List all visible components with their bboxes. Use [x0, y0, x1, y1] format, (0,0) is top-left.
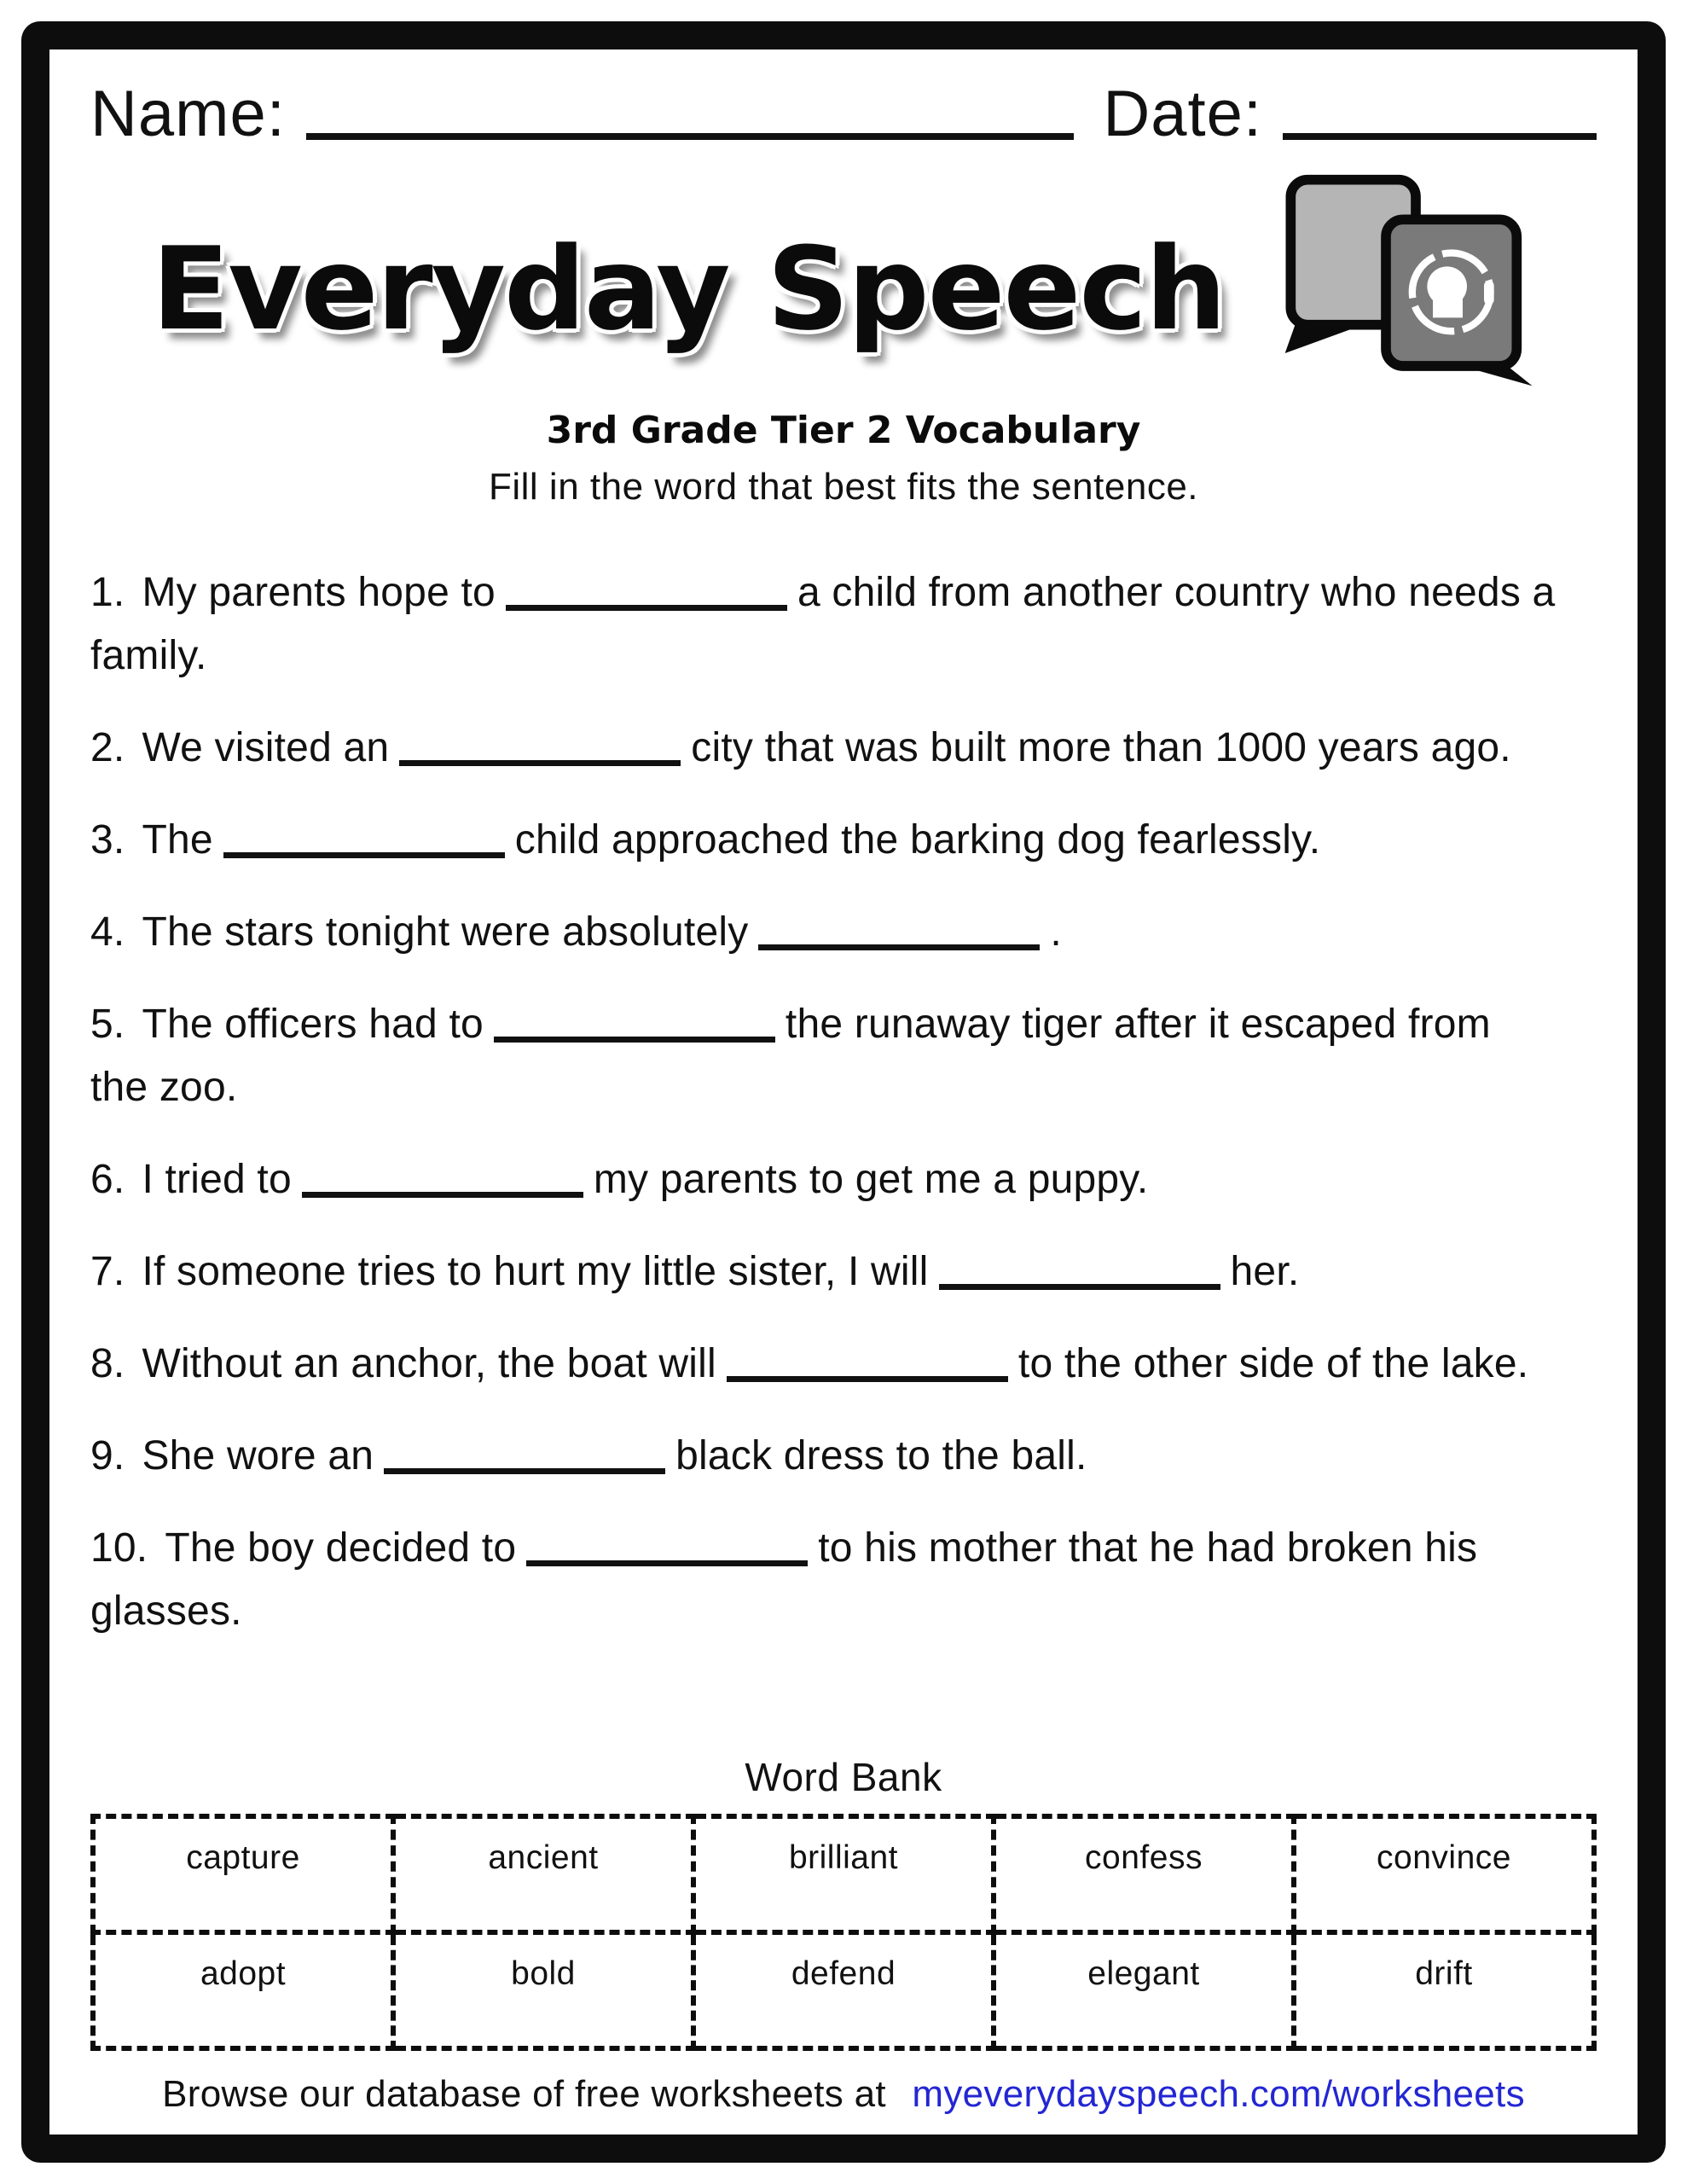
word-bank-title: Word Bank [745, 1755, 942, 1799]
word-bank-section [90, 1754, 1597, 2051]
sentence-number: 2. [90, 725, 125, 770]
sentence-text-before: The officers had to [142, 1002, 484, 1047]
sentence-item [90, 1148, 1597, 1211]
sentence-number: 6. [90, 1157, 125, 1202]
fill-in-blank[interactable] [526, 1526, 808, 1566]
sentence-text-before: I tried to [142, 1157, 292, 1202]
fill-in-blank[interactable] [384, 1434, 665, 1474]
sentence-number: 7. [90, 1249, 125, 1294]
sentence-text-after: child approached the barking dog fearlessly. [514, 817, 1321, 863]
fill-in-blank[interactable] [758, 910, 1040, 950]
sentence-text-before: The boy decided to [165, 1525, 517, 1571]
word-bank-word: drift [1294, 1932, 1594, 2048]
sentence-line [90, 809, 1597, 872]
word-bank-word: defend [693, 1932, 994, 2048]
word-bank-word: confess [994, 1816, 1294, 1932]
sentence-text-after: my parents to get me a puppy. [593, 1157, 1149, 1202]
sentence-text-after: her. [1230, 1249, 1300, 1294]
sentence-text-after: . [1050, 909, 1062, 955]
word-bank-word: capture [93, 1816, 393, 1932]
sentence-number: 10. [90, 1525, 148, 1571]
word-bank-word: bold [393, 1932, 693, 2048]
word-bank-word: ancient [393, 1816, 693, 1932]
sentence-continuation: family. [90, 633, 207, 678]
word-bank-word: brilliant [693, 1816, 994, 1932]
word-bank-table [90, 1814, 1597, 2051]
word-bank-word: adopt [93, 1932, 393, 2048]
sentence-text-before: She wore an [142, 1433, 374, 1478]
sentence-item [90, 993, 1597, 1119]
sentence-text-before: The stars tonight were absolutely [142, 909, 749, 955]
fill-in-blank[interactable] [727, 1342, 1008, 1382]
sentence-line [90, 1240, 1597, 1304]
fill-in-blank[interactable] [302, 1158, 583, 1198]
fill-in-blank[interactable] [399, 726, 681, 766]
word-bank-word: convince [1294, 1816, 1594, 1932]
name-input-line[interactable] [306, 125, 1075, 140]
sentence-item [90, 561, 1597, 688]
logo-row [90, 186, 1597, 392]
worksheet-page [21, 21, 1666, 2163]
sentence-number: 4. [90, 909, 125, 955]
sentence-line [90, 1517, 1597, 1580]
word-bank-row [93, 1932, 1594, 2048]
sentence-line [90, 1425, 1597, 1488]
sentence-number: 8. [90, 1341, 125, 1386]
fill-in-blank[interactable] [494, 1002, 775, 1043]
sentence-text-after: to the other side of the lake. [1017, 1341, 1529, 1386]
sentence-continuation: glasses. [90, 1589, 242, 1634]
date-input-line[interactable] [1283, 125, 1597, 140]
sentence-text-after: to his mother that he had broken his [818, 1525, 1478, 1571]
worksheet-instruction: Fill in the word that best fits the sentence. [488, 466, 1199, 508]
name-date-row [90, 78, 1597, 150]
sentence-text-after: a child from another country who needs a [797, 570, 1556, 615]
sentence-number: 5. [90, 1002, 125, 1047]
footer-text: Browse our database of free worksheets at [162, 2073, 886, 2115]
sentence-continuation: the zoo. [90, 1065, 238, 1110]
sentence-list [90, 561, 1597, 1672]
footer-link[interactable]: myeverydayspeech.com/worksheets [912, 2073, 1525, 2115]
sentence-item [90, 809, 1597, 872]
sentence-line [90, 1333, 1597, 1396]
sentence-text-before: My parents hope to [142, 570, 496, 615]
logo-title: Everyday Speech [151, 222, 1226, 356]
sentence-line [90, 1148, 1597, 1211]
name-label: Name: [90, 78, 286, 150]
sentence-item [90, 901, 1597, 964]
sentence-number: 9. [90, 1433, 125, 1478]
sentence-item [90, 1240, 1597, 1304]
sentence-item [90, 717, 1597, 780]
fill-in-blank[interactable] [223, 818, 505, 858]
word-bank-word: elegant [994, 1932, 1294, 2048]
sentence-text-before: If someone tries to hurt my little sister, I will [142, 1249, 929, 1294]
fill-in-blank[interactable] [506, 571, 787, 611]
sentence-text-after: the runaway tiger after it escaped from [785, 1002, 1491, 1047]
sentence-text-before: Without an anchor, the boat will [142, 1341, 716, 1386]
sentence-text-after: city that was built more than 1000 years ago. [691, 725, 1511, 770]
sentence-text-after: black dress to the ball. [675, 1433, 1087, 1478]
sentence-text-before: The [142, 817, 213, 863]
sentence-line [90, 901, 1597, 964]
sentence-number: 1. [90, 570, 125, 615]
sentence-text-before: We visited an [142, 725, 390, 770]
sentence-number: 3. [90, 817, 125, 863]
worksheet-subtitle: 3rd Grade Tier 2 Vocabulary [546, 409, 1141, 452]
speech-bubbles-icon [1279, 174, 1535, 392]
word-bank-row [93, 1816, 1594, 1932]
sentence-line [90, 561, 1597, 624]
sentence-line [90, 717, 1597, 780]
fill-in-blank[interactable] [939, 1250, 1220, 1290]
sentence-line [90, 993, 1597, 1056]
sentence-item [90, 1517, 1597, 1643]
sentence-item [90, 1425, 1597, 1488]
sentence-item [90, 1333, 1597, 1396]
footer [90, 2073, 1597, 2116]
date-label: Date: [1103, 78, 1262, 150]
